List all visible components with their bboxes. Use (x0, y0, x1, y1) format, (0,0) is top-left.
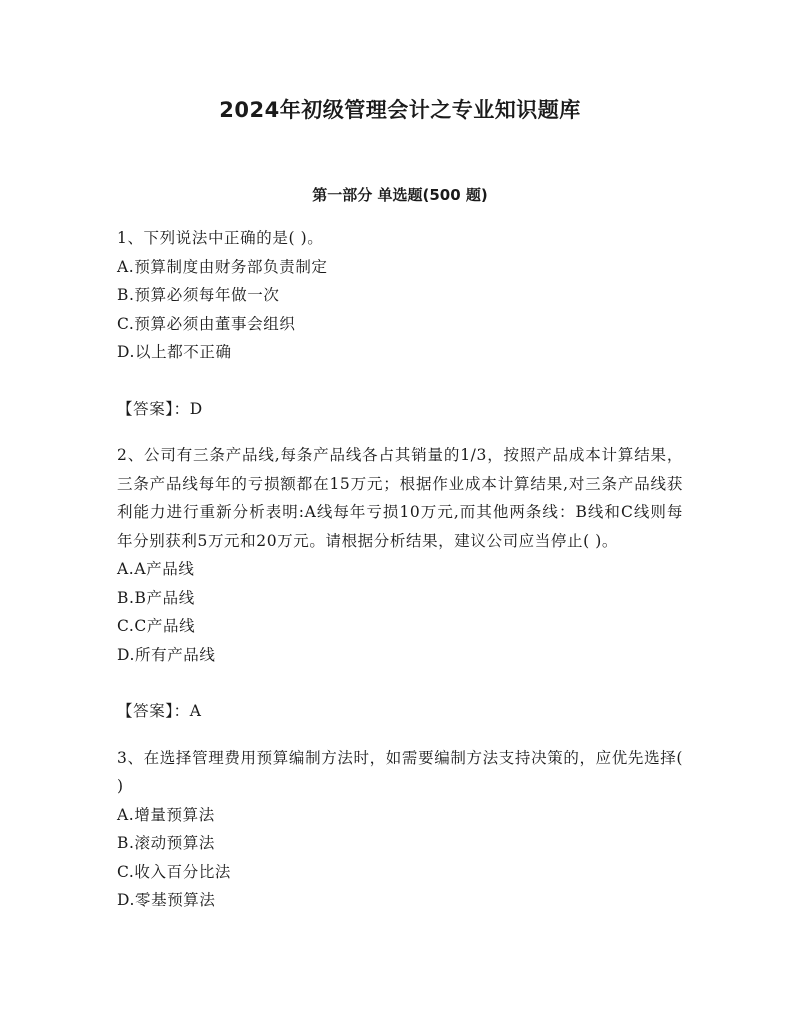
question-stem: 2、公司有三条产品线,每条产品线各占其销量的1/3，按照产品成本计算结果，三条产品线每年的亏损额都在15万元；根据作业成本计算结果,对三条产品线获利能力进行重新分析表明:A线每年亏损10万元,而其他两条线：B线和C线则每年分别获利5万元和20万元。请根据分析结果，建议公司应当停止( )。 (117, 446, 683, 550)
option-a: A.增量预算法 (117, 805, 215, 824)
option-a: A.预算制度由财务部负责制定 (117, 257, 328, 276)
question-stem: 1、下列说法中正确的是( )。 (117, 229, 324, 247)
option-d: D.零基预算法 (117, 891, 216, 909)
option-d: D.以上都不正确 (117, 343, 232, 361)
option-b: B.预算必须每年做一次 (117, 286, 280, 304)
option-c: C.C产品线 (117, 617, 196, 635)
question-3 (117, 744, 683, 915)
option-c: C.收入百分比法 (117, 862, 232, 881)
section-heading: 第一部分 单选题(500 题) (312, 186, 488, 204)
option-d: D.所有产品线 (117, 645, 216, 664)
option-a: A.A产品线 (117, 560, 195, 578)
answer-label: 【答案】：A (117, 702, 202, 720)
question-list (117, 224, 683, 915)
option-b: B.B产品线 (117, 588, 195, 607)
answer-label: 【答案】：D (117, 399, 203, 418)
question-2 (117, 441, 683, 726)
document-title: 2024年初级管理会计之专业知识题库 (219, 98, 581, 122)
option-c: C.预算必须由董事会组织 (117, 314, 296, 333)
option-b: B.滚动预算法 (117, 834, 216, 852)
question-stem: 3、在选择管理费用预算编制方法时，如需要编制方法支持决策的，应优先选择( ) (117, 748, 683, 795)
question-1 (117, 224, 683, 423)
